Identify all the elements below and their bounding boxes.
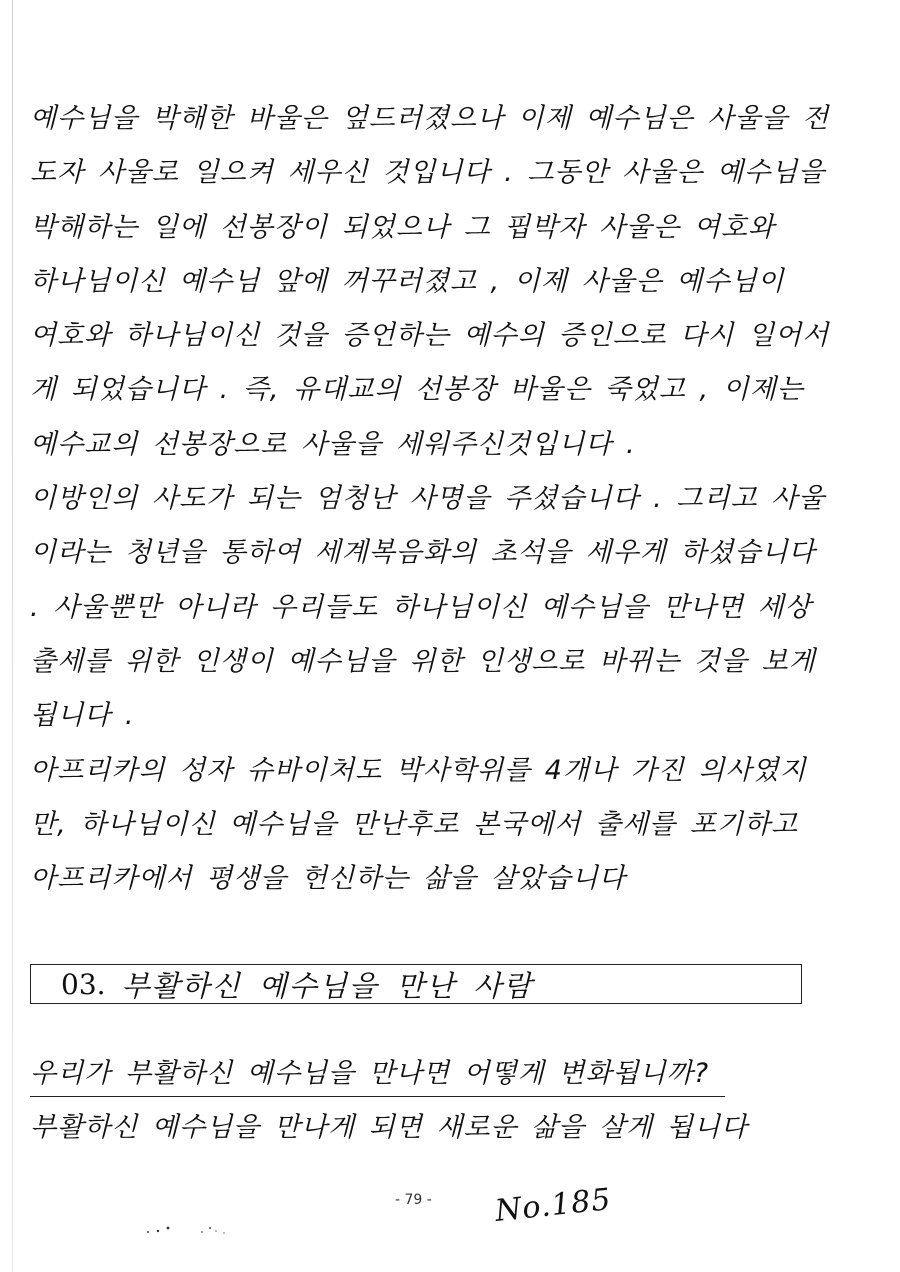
section-title: 부활하신 예수님을 만난 사람	[121, 968, 534, 1003]
body-line: 출세를 위한 인생이 예수님을 위한 인생으로 바뀌는 것을 보게	[30, 645, 816, 677]
body-line: 이라는 청년을 통하여 세계복음화의 초석을 세우게 하셨습니다	[30, 537, 816, 569]
answer-line: 부활하신 예수님을 만나게 되면 새로운 삶을 살게 됩니다	[30, 1112, 748, 1144]
body-line: 박해하는 일에 선봉장이 되었으나 그 핍박자 사울은 여호와	[30, 211, 776, 243]
document-page	[30, 92, 830, 1155]
body-line: 만, 하나님이신 예수님을 만난후로 본국에서 출세를 포기하고	[30, 808, 799, 840]
body-line: 아프리카의 성자 슈바이처도 박사학위를 4개나 가진 의사였지	[30, 754, 807, 786]
section-heading-box	[30, 964, 802, 1004]
body-line: 하나님이신 예수님 앞에 꺼꾸러졌고 , 이제 사울은 예수님이	[30, 265, 785, 297]
question-line: 우리가 부활하신 예수님을 만나면 어떻게 변화됩니까?	[30, 1052, 725, 1097]
body-line: 예수님을 박해한 바울은 엎드러졌으나 이제 예수님은 사울을 전	[30, 103, 830, 134]
body-line: 아프리카에서 평생을 헌신하는 삶을 살았습니다	[30, 863, 626, 895]
scan-specks	[140, 1222, 240, 1242]
body-line: . 사울뿐만 아니라 우리들도 하나님이신 예수님을 만나면 세상	[30, 591, 812, 623]
body-line: 여호와 하나님이신 것을 증언하는 예수의 증인으로 다시 일어서	[30, 320, 830, 352]
section-number: 03.	[61, 967, 106, 1001]
handwritten-doc-number: No.185	[493, 1182, 614, 1229]
scan-edge-line	[12, 0, 13, 1272]
body-line: 도자 사울로 일으켜 세우신 것입니다 . 그동안 사울은 예수님을	[30, 157, 826, 189]
body-line: 됩니다 .	[30, 700, 135, 732]
body-paragraph	[30, 92, 830, 906]
page-number: - 79 -	[395, 1192, 432, 1208]
body-line: 이방인의 사도가 되는 엄청난 사명을 주셨습니다 . 그리고 사울	[30, 483, 826, 515]
body-line: 게 되었습니다 . 즉, 유대교의 선봉장 바울은 죽었고 , 이제는	[30, 374, 804, 406]
body-line: 예수교의 선봉장으로 사울을 세워주신것입니다 .	[30, 428, 636, 460]
